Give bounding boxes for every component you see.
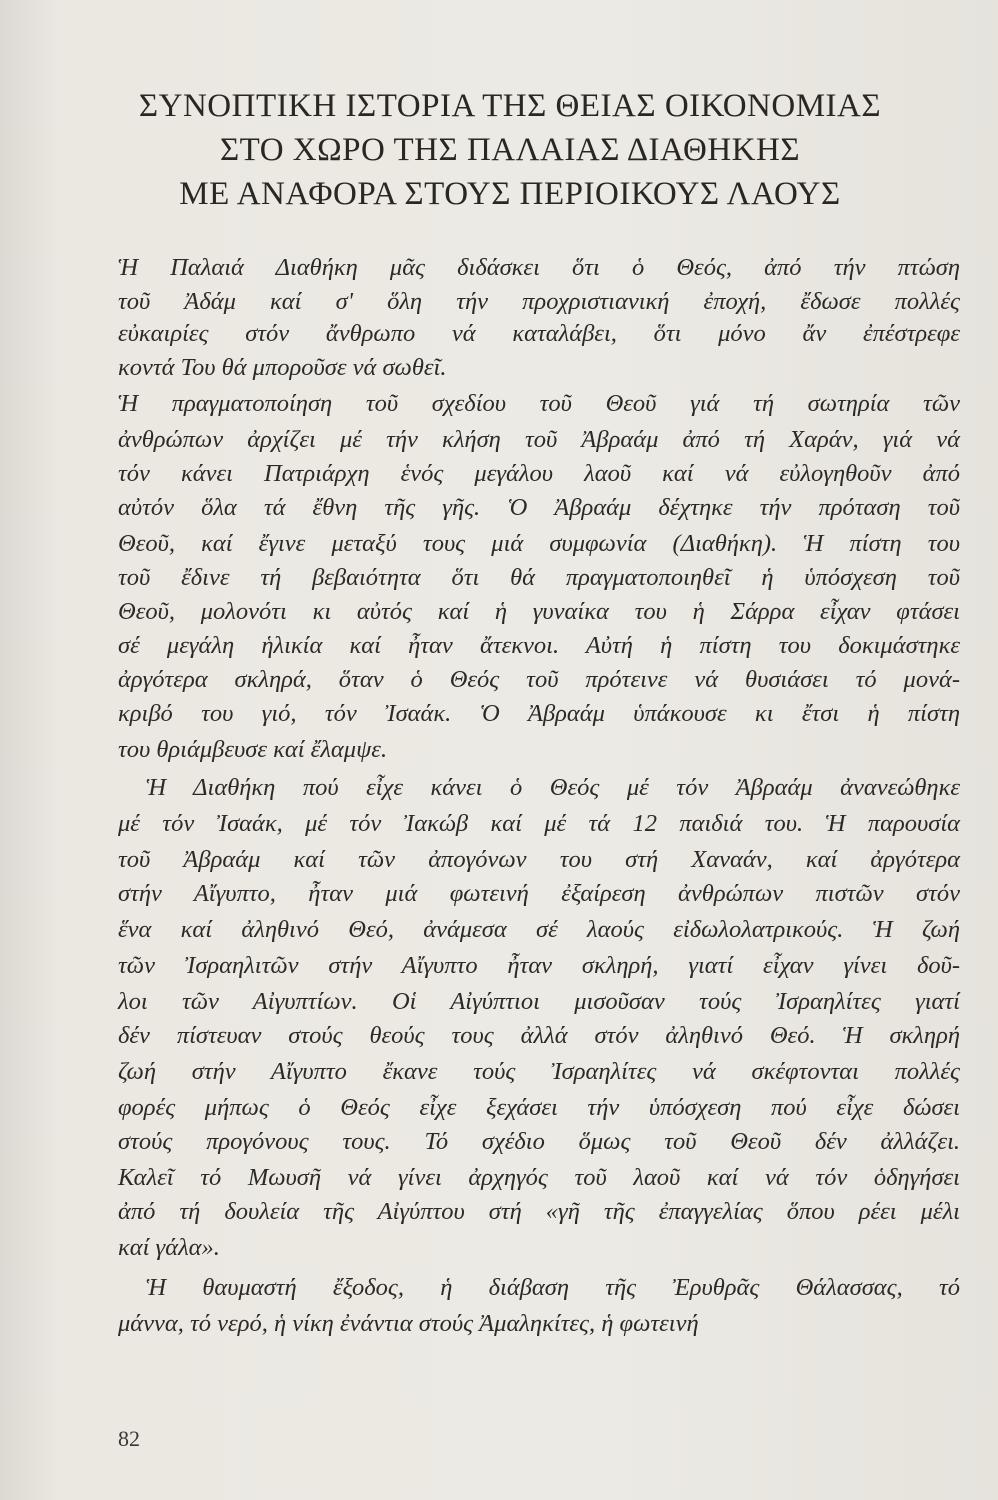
body-line: στούς προγόνους τους. Τό σχέδιο ὅμως τοῦ Θεοῦ δέν ἀλλάζει. bbox=[118, 1128, 960, 1155]
body-line: μάννα, τό νερό, ἡ νίκη ἐνάντια στούς Ἀμαληκίτες, ἡ φωτεινή bbox=[118, 1310, 699, 1337]
body-line: Καλεῖ τό Μωυσῆ νά γίνει ἀρχηγός τοῦ λαοῦ καί νά τόν ὁδηγήσει bbox=[118, 1164, 960, 1191]
body-line: τοῦ Ἀδάμ καί σ' ὅλη τήν προχριστιανική ἐποχή, ἔδωσε πολλές bbox=[118, 288, 960, 315]
body-line: Θεοῦ, καί ἔγινε μεταξύ τους μιά συμφωνία (Διαθήκη). Ἡ πίστη του bbox=[118, 530, 960, 557]
body-line: λοι τῶν Αἰγυπτίων. Οἱ Αἰγύπτιοι μισοῦσαν τούς Ἰσραηλίτες γιατί bbox=[118, 988, 960, 1015]
body-line: ἕνα καί ἀληθινό Θεό, ἀνάμεσα σέ λαούς εἰδωλολατρικούς. Ἡ ζωή bbox=[118, 916, 960, 943]
body-line: του θριάμβευσε καί ἔλαμψε. bbox=[118, 736, 388, 763]
heading-line-2: ΣΤΟ ΧΩΡΟ ΤΗΣ ΠΑΛΑΙΑΣ ΔΙΑΘΗΚΗΣ bbox=[219, 132, 801, 168]
body-line: τοῦ ἔδινε τή βεβαιότητα ὅτι θά πραγματοποιηθεῖ ἡ ὑπόσχεση τοῦ bbox=[118, 564, 960, 591]
body-line: στήν Αἴγυπτο, ἦταν μιά φωτεινή ἐξαίρεση ἀνθρώπων πιστῶν στόν bbox=[118, 880, 960, 907]
body-line: ἀργότερα σκληρά, ὅταν ὁ Θεός τοῦ πρότεινε νά θυσιάσει τό μονά- bbox=[118, 666, 960, 693]
body-line: δέν πίστευαν στούς θεούς τους ἀλλά στόν ἀληθινό Θεό. Ἡ σκληρή bbox=[118, 1022, 960, 1049]
body-line: κριβό του γιό, τόν Ἰσαάκ. Ὁ Ἀβραάμ ὑπάκουσε κι ἔτσι ἡ πίστη bbox=[118, 700, 960, 727]
page-number: 82 bbox=[118, 1426, 140, 1451]
body-line: Θεοῦ, μολονότι κι αὐτός καί ἡ γυναίκα του ἡ Σάρρα εἶχαν φτάσει bbox=[118, 598, 960, 625]
body-line: ἀπό τή δουλεία τῆς Αἰγύπτου στή «γῆ τῆς ἐπαγγελίας ὅπου ρέει μέλι bbox=[118, 1198, 960, 1225]
body-line: καί γάλα». bbox=[118, 1234, 220, 1261]
body-line: σέ μεγάλη ἡλικία καί ἦταν ἄτεκνοι. Αὐτή ἡ πίστη του δοκιμάστηκε bbox=[118, 632, 960, 659]
heading-line-3: ΜΕ ΑΝΑΦΟΡΑ ΣΤΟΥΣ ΠΕΡΙΟΙΚΟΥΣ ΛΑΟΥΣ bbox=[179, 176, 841, 212]
body-line: ζωή στήν Αἴγυπτο ἔκανε τούς Ἰσραηλίτες νά σκέφτονται πολλές bbox=[118, 1058, 960, 1085]
body-line: αὐτόν ὅλα τά ἔθνη τῆς γῆς. Ὁ Ἀβραάμ δέχτηκε τήν πρόταση τοῦ bbox=[118, 494, 960, 521]
body-line: εὐκαιρίες στόν ἄνθρωπο νά καταλάβει, ὅτι μόνο ἄν ἐπέστρεφε bbox=[118, 320, 960, 347]
body-line: Ἡ πραγματοποίηση τοῦ σχεδίου τοῦ Θεοῦ γιά τή σωτηρία τῶν bbox=[118, 390, 960, 417]
body-line: Ἡ Διαθήκη πού εἶχε κάνει ὁ Θεός μέ τόν Ἀβραάμ ἀνανεώθηκε bbox=[146, 774, 960, 801]
body-line: Ἡ Παλαιά Διαθήκη μᾶς διδάσκει ὅτι ὁ Θεός, ἀπό τήν πτώση bbox=[118, 254, 960, 281]
body-line: ἀνθρώπων ἀρχίζει μέ τήν κλήση τοῦ Ἀβραάμ ἀπό τή Χαράν, γιά νά bbox=[118, 426, 960, 453]
body-line: τόν κάνει Πατριάρχη ἑνός μεγάλου λαοῦ καί νά εὐλογηθοῦν ἀπό bbox=[118, 460, 960, 487]
body-line: τῶν Ἰσραηλιτῶν στήν Αἴγυπτο ἦταν σκληρή, γιατί εἶχαν γίνει δοῦ- bbox=[118, 952, 960, 979]
body-line: φορές μήπως ὁ Θεός εἶχε ξεχάσει τήν ὑπόσχεση πού εἶχε δώσει bbox=[118, 1094, 960, 1121]
body-line: μέ τόν Ἰσαάκ, μέ τόν Ἰακώβ καί μέ τά 12 παιδιά του. Ἡ παρουσία bbox=[118, 810, 960, 837]
body-line: τοῦ Ἀβραάμ καί τῶν ἀπογόνων του στή Χαναάν, καί ἀργότερα bbox=[118, 846, 960, 873]
body-line: Ἡ θαυμαστή ἔξοδος, ἡ διάβαση τῆς Ἐρυθρᾶς Θάλασσας, τό bbox=[146, 1274, 960, 1301]
body-line: κοντά Του θά μποροῦσε νά σωθεῖ. bbox=[118, 354, 447, 381]
chapter-heading bbox=[60, 84, 960, 216]
heading-line-1: ΣΥΝΟΠΤΙΚΗ ΙΣΤΟΡΙΑ ΤΗΣ ΘΕΙΑΣ ΟΙΚΟΝΟΜΙΑΣ bbox=[138, 88, 882, 124]
